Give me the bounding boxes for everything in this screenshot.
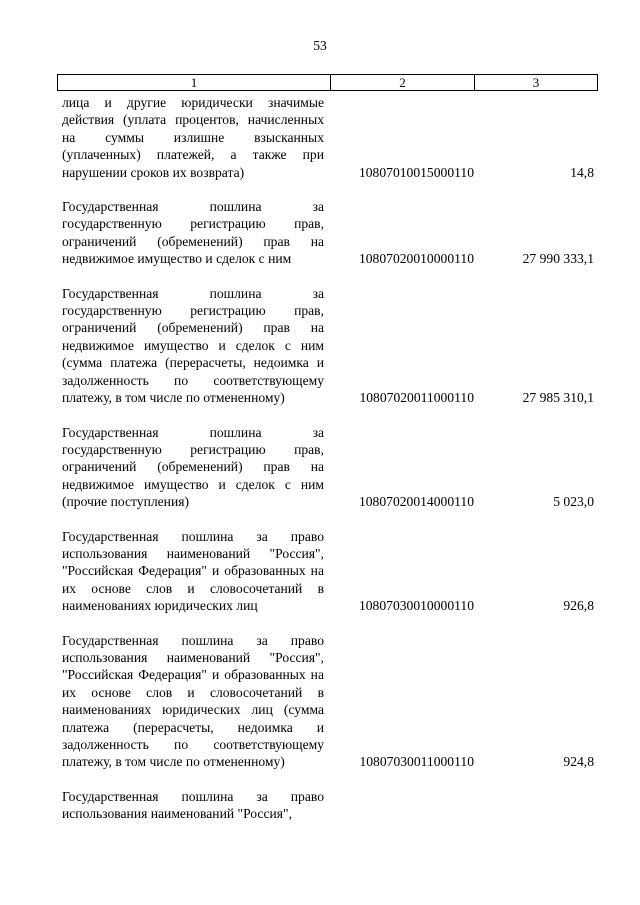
row-description: Государственная пошлина за право использования наименований "Россия", "Российская Федерация" и образованных на их основе слов и словосочетаний в наименованиях юридических лиц	[62, 528, 324, 614]
row-amount: 27 985 310,1	[522, 390, 594, 406]
table-header-cell: 1	[58, 75, 331, 90]
table-row	[62, 424, 594, 511]
page-number: 53	[313, 38, 327, 53]
row-amount: 27 990 333,1	[522, 251, 594, 267]
table-header-row	[57, 74, 598, 91]
row-description: Государственная пошлина за государственную регистрацию прав, ограничений (обременений) прав на недвижимое имущество и сделок с ним (прочие поступления)	[62, 424, 324, 510]
row-description: Государственная пошлина за государственную регистрацию прав, ограничений (обременений) прав на недвижимое имущество и сделок с ним (сумма платежа (перерасчеты, недоимка и задолженность по соответствующему платежу, в том числе по отмененному)	[62, 285, 324, 406]
row-description: Государственная пошлина за право использования наименований "Россия", "Российская Федерация" и образованных на их основе слов и словосочетаний в наименованиях юридических лиц (сумма платежа (перерасчеты, недоимка и задолженность по соответствующему платежу, в том числе по отмененному)	[62, 632, 324, 770]
row-amount: 14,8	[570, 164, 594, 180]
row-amount: 926,8	[563, 598, 594, 614]
row-code: 10807020014000110	[358, 494, 474, 510]
row-code: 10807030011000110	[359, 754, 474, 770]
table-row	[62, 528, 594, 615]
table-row	[62, 94, 594, 181]
table-row	[62, 788, 594, 823]
row-description: Государственная пошлина за государственную регистрацию прав, ограничений (обременений) прав на недвижимое имущество и сделок с ним	[62, 199, 324, 267]
table-header-cell: 3	[532, 75, 540, 90]
row-code: 10807030010000110	[358, 598, 474, 614]
table-body	[62, 94, 594, 823]
row-amount: 5 023,0	[553, 494, 594, 510]
table-row	[62, 198, 594, 268]
table-row	[62, 632, 594, 771]
row-description: лица и другие юридически значимые действия (уплата процентов, начисленных на суммы излишне взысканных (уплаченных) платежей, а также при нарушении сроков их возврата)	[62, 95, 324, 180]
row-amount: 924,8	[563, 754, 594, 770]
row-code: 10807020011000110	[359, 390, 474, 406]
row-code: 10807020010000110	[358, 251, 474, 267]
row-code: 10807010015000110	[358, 164, 474, 180]
row-description: Государственная пошлина за право использования наименований "Россия",	[62, 788, 324, 822]
table-row	[62, 285, 594, 407]
table-header-cell: 2	[331, 75, 475, 90]
